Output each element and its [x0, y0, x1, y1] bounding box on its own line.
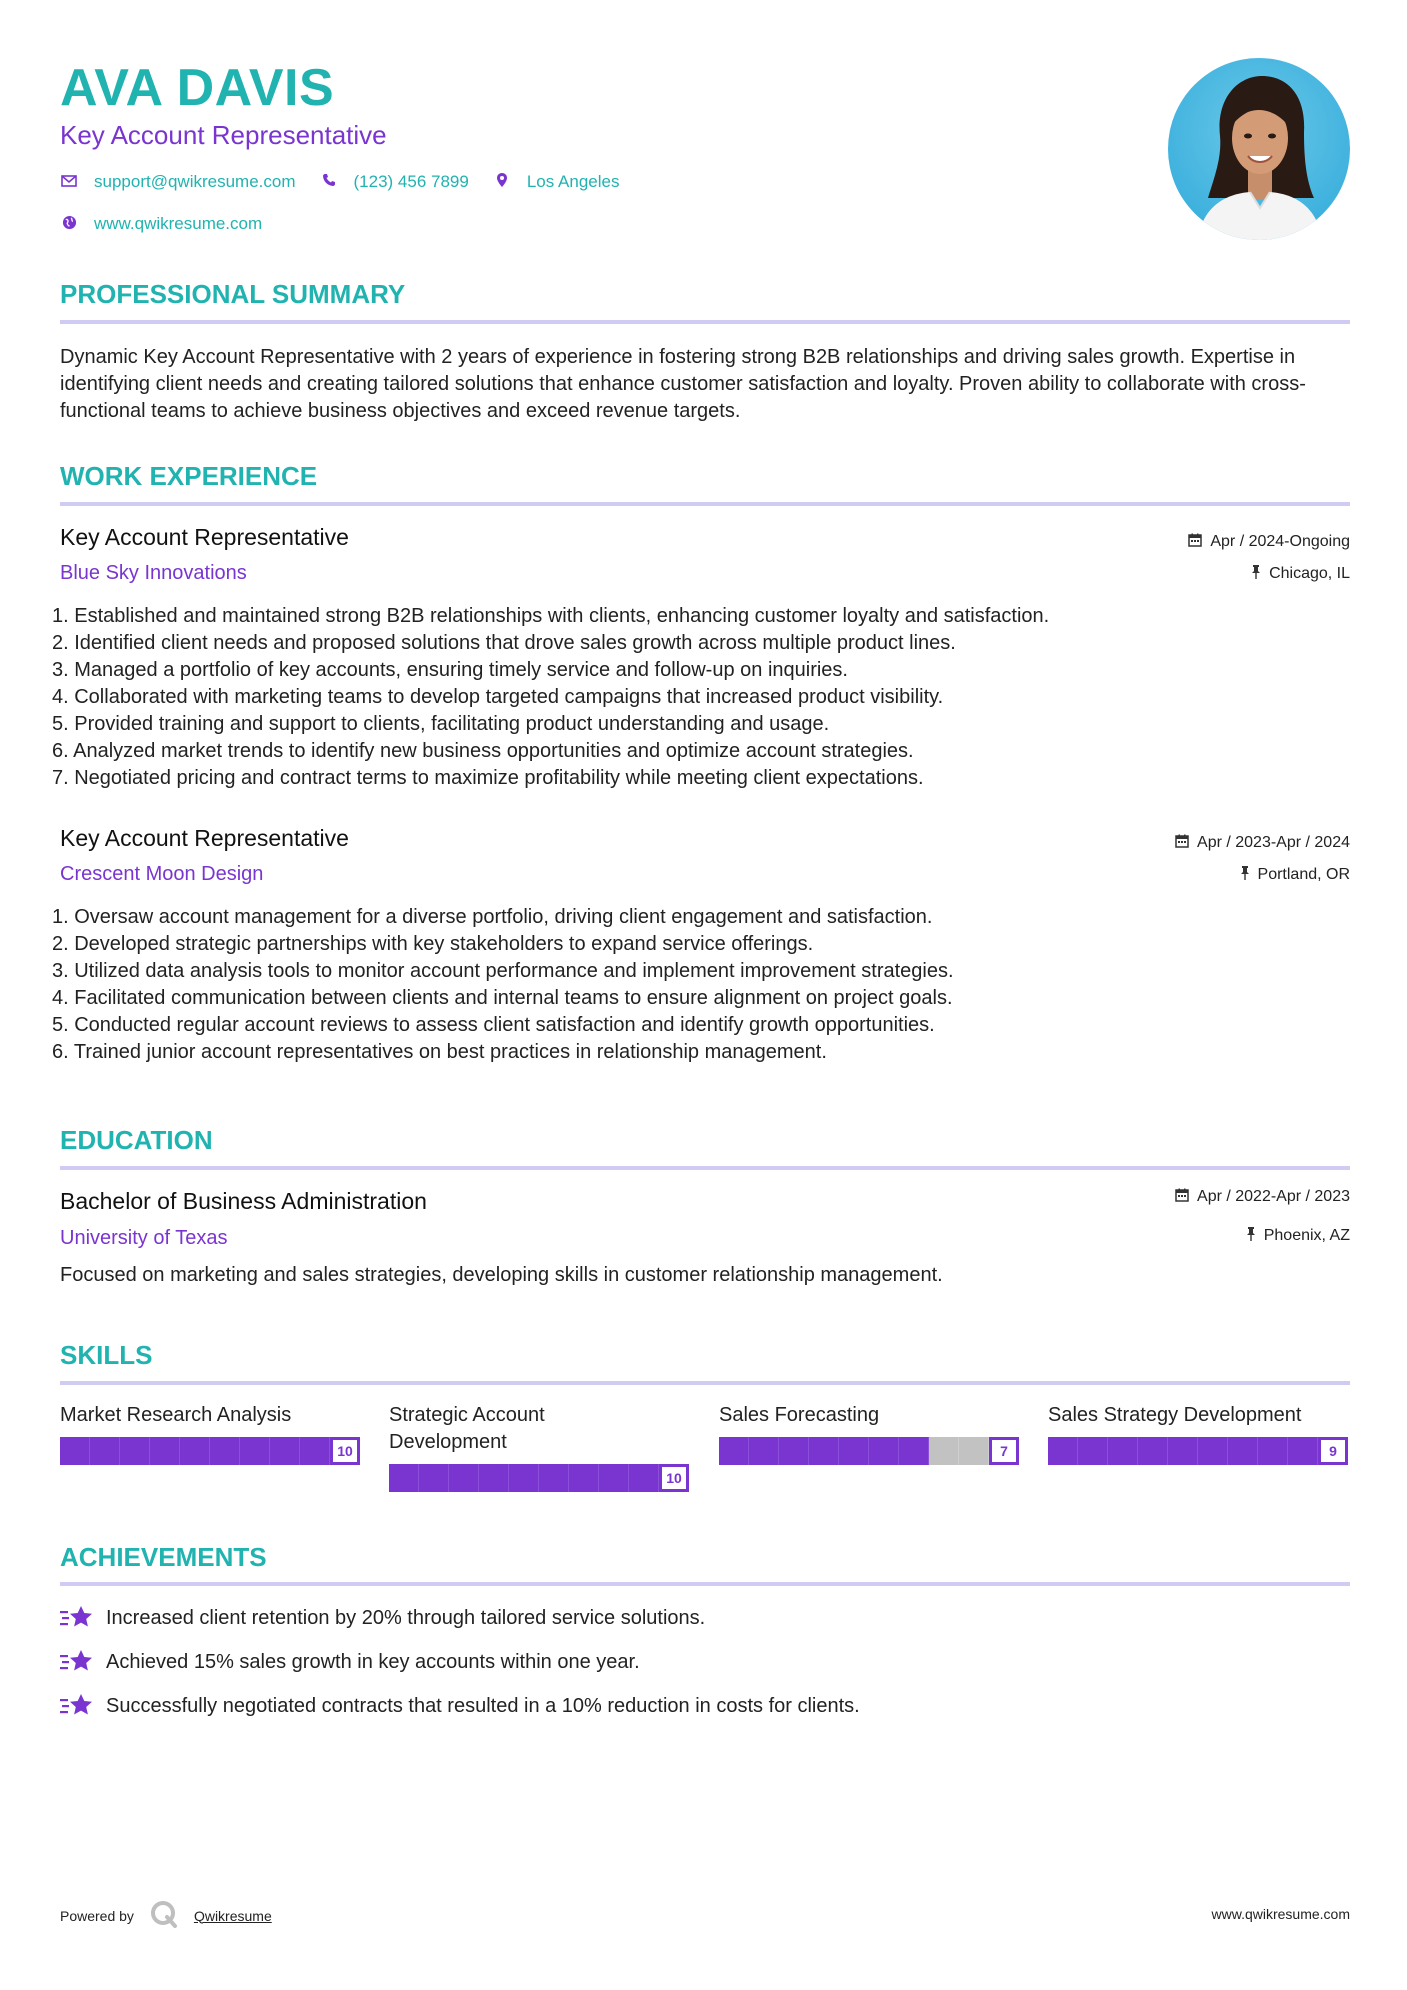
- calendar-icon: [1188, 533, 1202, 551]
- skill-level-bar: [1048, 1437, 1348, 1465]
- envelope-icon: [60, 174, 78, 191]
- skill-segment: [419, 1464, 449, 1492]
- summary-heading: PROFESSIONAL SUMMARY: [60, 279, 406, 309]
- skill-segment: [569, 1464, 599, 1492]
- skill-item: [719, 1402, 1019, 1465]
- skills-heading: SKILLS: [60, 1340, 153, 1370]
- powered-by-text: Powered by: [60, 1907, 134, 1924]
- job-title: Key Account Representative: [60, 825, 349, 851]
- skill-segment: [300, 1437, 330, 1465]
- globe-icon: [60, 215, 78, 234]
- star-icon: [60, 1649, 94, 1675]
- skill-segment: [150, 1437, 180, 1465]
- skill-segment: [1288, 1437, 1318, 1465]
- list-item: 2. Developed strategic partnerships with key stakeholders to expand service offerings.: [52, 933, 814, 955]
- skill-label: Market Research Analysis: [60, 1404, 292, 1426]
- list-item: 2. Identified client needs and proposed solutions that drove sales growth across multiple product lines.: [52, 632, 956, 654]
- skill-level-value: 7: [989, 1437, 1019, 1465]
- experience-heading: WORK EXPERIENCE: [60, 461, 318, 491]
- skill-segment: [1198, 1437, 1228, 1465]
- skill-segment: [1078, 1437, 1108, 1465]
- job-location-text: Portland, OR: [1257, 866, 1350, 883]
- summary-text: Dynamic Key Account Representative with 2 years of experience in fostering strong B2B relationships and driving sales growth. Expertise in identifying client needs and creating tailored solutions that enhance customer satisfaction and loyalty. Proven ability to collaborate with cross-functional teams to achieve business objectives and exceed revenue targets.: [60, 346, 1306, 422]
- degree-title: Bachelor of Business Administration: [60, 1188, 427, 1214]
- skill-level-bar: [719, 1437, 1019, 1465]
- list-item: 4. Facilitated communication between clients and internal teams to ensure alignment on project goals.: [52, 987, 953, 1009]
- skill-level-value: 9: [1318, 1437, 1348, 1465]
- education-location-text: Phoenix, AZ: [1263, 1227, 1350, 1244]
- skill-level-value: 10: [659, 1464, 689, 1492]
- job-location: [1240, 866, 1350, 884]
- skill-segment: [1048, 1437, 1078, 1465]
- skill-segment: [389, 1464, 419, 1492]
- skill-segment: [270, 1437, 300, 1465]
- job-bullets: [52, 603, 1049, 792]
- qwikresume-link[interactable]: Qwikresume: [193, 1907, 272, 1924]
- skill-segment: [809, 1437, 839, 1465]
- skill-segment: [869, 1437, 899, 1465]
- skill-segment: [539, 1464, 569, 1492]
- contact-row-2: [60, 214, 286, 234]
- job-title: Key Account Representative: [60, 524, 349, 550]
- skill-segment: [479, 1464, 509, 1492]
- skill-segment: [779, 1437, 809, 1465]
- skill-segment: [240, 1437, 270, 1465]
- school-name: University of Texas: [60, 1227, 228, 1249]
- job-bullets: [52, 904, 954, 1066]
- job-company: Crescent Moon Design: [60, 863, 264, 885]
- footer-website[interactable]: www.qwikresume.com: [1211, 1906, 1350, 1922]
- calendar-icon: [1175, 1188, 1189, 1206]
- skill-segment: [449, 1464, 479, 1492]
- pushpin-icon: [1240, 866, 1250, 884]
- section-divider: [60, 1582, 1350, 1586]
- map-pin-icon: [493, 172, 511, 192]
- list-item: 5. Provided training and support to clients, facilitating product understanding and usage.: [52, 713, 830, 735]
- location-text: Los Angeles: [526, 172, 620, 191]
- skill-level-value: 10: [330, 1437, 360, 1465]
- job-dates-text: Apr / 2024-Ongoing: [1210, 533, 1350, 550]
- pushpin-icon: [1251, 565, 1261, 583]
- star-icon: [60, 1693, 94, 1719]
- skill-item: [60, 1402, 360, 1465]
- list-item: 1. Oversaw account management for a diverse portfolio, driving client engagement and satisfaction.: [52, 906, 933, 928]
- list-item: 7. Negotiated pricing and contract terms to maximize profitability while meeting client expectations.: [52, 767, 924, 789]
- contact-location: [493, 172, 620, 192]
- contact-row: [60, 172, 643, 192]
- skill-label: Sales Forecasting: [719, 1404, 880, 1426]
- education-dates-text: Apr / 2022-Apr / 2023: [1197, 1188, 1350, 1205]
- job-company: Blue Sky Innovations: [60, 562, 247, 584]
- list-item: 3. Utilized data analysis tools to monitor account performance and implement improvement strategies.: [52, 960, 954, 982]
- phone-text: (123) 456 7899: [353, 172, 469, 191]
- skill-segment: [210, 1437, 240, 1465]
- skill-segment: [839, 1437, 869, 1465]
- section-divider: [60, 1166, 1350, 1170]
- pushpin-icon: [1246, 1227, 1256, 1245]
- skill-segment: [899, 1437, 929, 1465]
- job-dates: [1175, 834, 1350, 852]
- job-location: [1251, 565, 1350, 583]
- skill-segment: [120, 1437, 150, 1465]
- skill-segment: [749, 1437, 779, 1465]
- job-dates: [1188, 533, 1350, 551]
- achievement-item: [60, 1649, 640, 1675]
- skill-segment: [1138, 1437, 1168, 1465]
- contact-website[interactable]: [60, 214, 262, 234]
- education-dates: [1175, 1188, 1350, 1206]
- skill-level-bar: [60, 1437, 360, 1465]
- achievement-item: [60, 1693, 860, 1719]
- skill-segment: [509, 1464, 539, 1492]
- calendar-icon: [1175, 834, 1189, 852]
- list-item: 6. Analyzed market trends to identify new business opportunities and optimize account strategies.: [52, 740, 914, 762]
- skill-segment: [1108, 1437, 1138, 1465]
- section-divider: [60, 1381, 1350, 1385]
- email-text: support@qwikresume.com: [94, 172, 296, 191]
- achievement-text: Successfully negotiated contracts that resulted in a 10% reduction in costs for clients.: [106, 1694, 860, 1717]
- list-item: 3. Managed a portfolio of key accounts, ensuring timely service and follow-up on inquiries.: [52, 659, 848, 681]
- contact-phone[interactable]: [320, 172, 469, 192]
- footer-branding: [60, 1900, 272, 1931]
- website-text: www.qwikresume.com: [94, 214, 263, 233]
- list-item: 6. Trained junior account representatives on best practices in relationship management.: [52, 1041, 827, 1063]
- skill-label: Sales Strategy Development: [1048, 1404, 1302, 1426]
- skill-segment: [1228, 1437, 1258, 1465]
- skill-label: Strategic Account Development: [389, 1404, 545, 1453]
- section-divider: [60, 502, 1350, 506]
- skill-segment: [180, 1437, 210, 1465]
- list-item: 1. Established and maintained strong B2B relationships with clients, enhancing customer loyalty and satisfaction.: [52, 605, 1050, 627]
- skill-segment: [629, 1464, 659, 1492]
- achievement-item: [60, 1605, 705, 1631]
- profile-photo: [1168, 58, 1350, 240]
- candidate-name: AVA DAVIS: [60, 59, 335, 117]
- skill-segment: [719, 1437, 749, 1465]
- phone-icon: [320, 173, 338, 191]
- achievement-text: Achieved 15% sales growth in key accounts within one year.: [106, 1650, 640, 1673]
- skill-segment: [60, 1437, 90, 1465]
- education-heading: EDUCATION: [60, 1125, 213, 1155]
- skill-segment: [599, 1464, 629, 1492]
- skill-item: [389, 1402, 689, 1492]
- job-dates-text: Apr / 2023-Apr / 2024: [1197, 834, 1350, 851]
- qwikresume-logo-icon: [150, 1900, 178, 1931]
- skill-item: [1048, 1402, 1348, 1465]
- skill-segment: [929, 1437, 959, 1465]
- skill-level-bar: [389, 1464, 689, 1492]
- skill-segment: [1258, 1437, 1288, 1465]
- achievements-heading: ACHIEVEMENTS: [60, 1542, 267, 1572]
- list-item: 4. Collaborated with marketing teams to develop targeted campaigns that increased product visibility.: [52, 686, 944, 708]
- skill-segment: [90, 1437, 120, 1465]
- education-location: [1246, 1227, 1350, 1245]
- candidate-title: Key Account Representative: [60, 120, 387, 150]
- list-item: 5. Conducted regular account reviews to assess client satisfaction and identify growth opportunities.: [52, 1014, 935, 1036]
- section-divider: [60, 320, 1350, 324]
- education-description: Focused on marketing and sales strategies, developing skills in customer relationship management.: [60, 1264, 943, 1286]
- skill-segment: [959, 1437, 989, 1465]
- achievement-text: Increased client retention by 20% through tailored service solutions.: [106, 1606, 706, 1629]
- star-icon: [60, 1605, 94, 1631]
- skill-segment: [1168, 1437, 1198, 1465]
- contact-email[interactable]: [60, 172, 296, 192]
- job-location-text: Chicago, IL: [1269, 565, 1350, 582]
